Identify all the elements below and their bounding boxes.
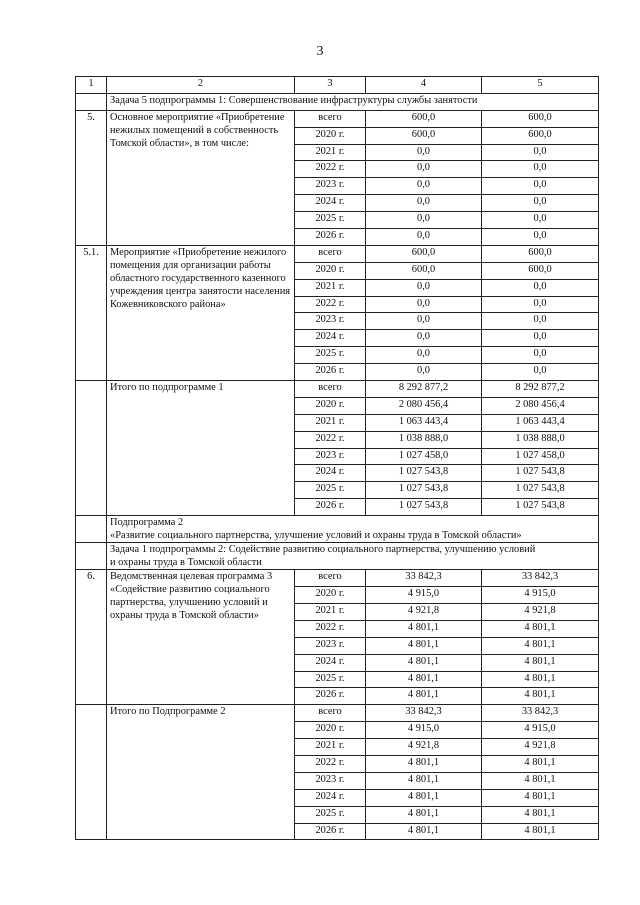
section-row	[76, 543, 599, 570]
value-cell: 4 921,8	[482, 603, 599, 620]
page-number: 3	[316, 44, 324, 59]
value-cell: 0,0	[482, 178, 599, 195]
value-cell: 4 801,1	[366, 688, 482, 705]
table-row	[76, 245, 599, 262]
period-cell: всего	[295, 705, 366, 722]
period-cell: 2026 г.	[295, 499, 366, 516]
period-cell: 2025 г.	[295, 347, 366, 364]
value-cell: 0,0	[482, 347, 599, 364]
value-cell: 0,0	[366, 161, 482, 178]
value-cell: 4 921,8	[366, 603, 482, 620]
value-cell: 4 801,1	[482, 772, 599, 789]
period-cell: 2025 г.	[295, 671, 366, 688]
value-cell: 1 027 543,8	[366, 465, 482, 482]
item-description: Ведомственная целевая программа 3 «Содействие развитию социального партнерства, улучшению условий и охраны труда в Томской области»	[107, 570, 295, 705]
period-cell: 2026 г.	[295, 688, 366, 705]
value-cell: 33 842,3	[366, 570, 482, 587]
value-cell: 4 801,1	[482, 620, 599, 637]
value-cell: 0,0	[482, 330, 599, 347]
value-cell: 0,0	[482, 195, 599, 212]
value-cell: 1 027 543,8	[366, 482, 482, 499]
item-number	[76, 705, 107, 840]
section-title	[107, 543, 599, 570]
item-number: 5.1.	[76, 245, 107, 380]
value-cell: 4 801,1	[482, 823, 599, 840]
value-cell: 1 027 458,0	[366, 448, 482, 465]
period-cell: 2021 г.	[295, 144, 366, 161]
section-title-line: Задача 1 подпрограммы 2: Содействие развитию социального партнерства, улучшению условий	[110, 544, 536, 556]
value-cell: 4 801,1	[366, 823, 482, 840]
period-cell: 2024 г.	[295, 465, 366, 482]
period-cell: 2024 г.	[295, 654, 366, 671]
period-cell: 2020 г.	[295, 722, 366, 739]
value-cell: 0,0	[366, 364, 482, 381]
table-body	[76, 77, 599, 840]
period-cell: 2023 г.	[295, 772, 366, 789]
value-cell: 1 038 888,0	[366, 431, 482, 448]
period-cell: 2023 г.	[295, 448, 366, 465]
value-cell: 4 915,0	[482, 722, 599, 739]
section-row	[76, 516, 599, 543]
value-cell: 1 027 543,8	[482, 465, 599, 482]
header-row	[76, 77, 599, 94]
header-cell: 4	[366, 77, 482, 94]
value-cell: 0,0	[482, 364, 599, 381]
value-cell: 600,0	[366, 245, 482, 262]
value-cell: 4 801,1	[482, 671, 599, 688]
period-cell: 2023 г.	[295, 313, 366, 330]
section-row	[76, 93, 599, 110]
period-cell: 2021 г.	[295, 279, 366, 296]
value-cell: 0,0	[366, 279, 482, 296]
period-cell: 2025 г.	[295, 806, 366, 823]
value-cell: 4 801,1	[482, 789, 599, 806]
value-cell: 600,0	[366, 127, 482, 144]
value-cell: 0,0	[482, 144, 599, 161]
value-cell: 4 915,0	[366, 587, 482, 604]
period-cell: 2022 г.	[295, 296, 366, 313]
period-cell: 2025 г.	[295, 212, 366, 229]
value-cell: 4 801,1	[366, 806, 482, 823]
value-cell: 4 801,1	[366, 772, 482, 789]
period-cell: всего	[295, 110, 366, 127]
value-cell: 4 801,1	[482, 637, 599, 654]
value-cell: 4 915,0	[482, 587, 599, 604]
value-cell: 1 038 888,0	[482, 431, 599, 448]
value-cell: 2 080 456,4	[482, 397, 599, 414]
value-cell: 2 080 456,4	[366, 397, 482, 414]
period-cell: 2022 г.	[295, 620, 366, 637]
section-title: Задача 5 подпрограммы 1: Совершенствование инфраструктуры службы занятости	[107, 93, 599, 110]
value-cell: 8 292 877,2	[482, 381, 599, 398]
value-cell: 1 063 443,4	[482, 414, 599, 431]
budget-table	[75, 76, 599, 840]
value-cell: 1 027 543,8	[366, 499, 482, 516]
value-cell: 4 915,0	[366, 722, 482, 739]
value-cell: 1 063 443,4	[366, 414, 482, 431]
value-cell: 4 801,1	[366, 671, 482, 688]
value-cell: 600,0	[482, 245, 599, 262]
value-cell: 0,0	[366, 229, 482, 246]
value-cell: 600,0	[366, 262, 482, 279]
value-cell: 1 027 458,0	[482, 448, 599, 465]
period-cell: 2026 г.	[295, 229, 366, 246]
value-cell: 4 801,1	[482, 806, 599, 823]
value-cell: 4 801,1	[366, 620, 482, 637]
section-empty-cell	[76, 516, 107, 543]
section-title-line: и охраны труда в Томской области	[110, 557, 262, 569]
period-cell: 2024 г.	[295, 789, 366, 806]
period-cell: 2020 г.	[295, 127, 366, 144]
value-cell: 1 027 543,8	[482, 482, 599, 499]
period-cell: 2022 г.	[295, 755, 366, 772]
period-cell: всего	[295, 570, 366, 587]
value-cell: 4 921,8	[482, 739, 599, 756]
value-cell: 4 801,1	[366, 789, 482, 806]
item-description: Основное мероприятие «Приобретение нежилых помещений в собственность Томской области», в том числе:	[107, 110, 295, 245]
section-title-line: «Развитие социального партнерства, улучшение условий и охраны труда в Томской области»	[110, 530, 522, 542]
item-number: 6.	[76, 570, 107, 705]
table-row	[76, 381, 599, 398]
header-cell: 5	[482, 77, 599, 94]
header-cell: 3	[295, 77, 366, 94]
value-cell: 8 292 877,2	[366, 381, 482, 398]
value-cell: 0,0	[366, 195, 482, 212]
item-description: Итого по подпрограмме 1	[107, 381, 295, 516]
period-cell: всего	[295, 381, 366, 398]
value-cell: 4 801,1	[366, 755, 482, 772]
period-cell: 2021 г.	[295, 603, 366, 620]
table-row	[76, 705, 599, 722]
value-cell: 600,0	[482, 110, 599, 127]
value-cell: 4 801,1	[482, 654, 599, 671]
period-cell: всего	[295, 245, 366, 262]
value-cell: 0,0	[366, 178, 482, 195]
header-cell: 2	[107, 77, 295, 94]
period-cell: 2022 г.	[295, 431, 366, 448]
period-cell: 2023 г.	[295, 178, 366, 195]
section-title	[107, 516, 599, 543]
value-cell: 0,0	[366, 347, 482, 364]
item-number	[76, 381, 107, 516]
header-cell: 1	[76, 77, 107, 94]
period-cell: 2022 г.	[295, 161, 366, 178]
value-cell: 0,0	[482, 161, 599, 178]
table-row	[76, 110, 599, 127]
item-description: Итого по Подпрограмме 2	[107, 705, 295, 840]
period-cell: 2021 г.	[295, 739, 366, 756]
section-title-line: Подпрограмма 2	[110, 517, 184, 529]
value-cell: 0,0	[482, 313, 599, 330]
value-cell: 0,0	[482, 296, 599, 313]
value-cell: 600,0	[482, 127, 599, 144]
value-cell: 4 801,1	[482, 688, 599, 705]
value-cell: 4 801,1	[366, 637, 482, 654]
value-cell: 0,0	[366, 313, 482, 330]
period-cell: 2024 г.	[295, 330, 366, 347]
value-cell: 33 842,3	[366, 705, 482, 722]
value-cell: 0,0	[482, 279, 599, 296]
value-cell: 0,0	[366, 212, 482, 229]
period-cell: 2026 г.	[295, 823, 366, 840]
table-row	[76, 570, 599, 587]
section-empty-cell	[76, 93, 107, 110]
period-cell: 2024 г.	[295, 195, 366, 212]
period-cell: 2026 г.	[295, 364, 366, 381]
period-cell: 2020 г.	[295, 587, 366, 604]
period-cell: 2021 г.	[295, 414, 366, 431]
value-cell: 33 842,3	[482, 570, 599, 587]
value-cell: 0,0	[366, 330, 482, 347]
value-cell: 600,0	[366, 110, 482, 127]
value-cell: 0,0	[366, 144, 482, 161]
value-cell: 4 921,8	[366, 739, 482, 756]
period-cell: 2025 г.	[295, 482, 366, 499]
value-cell: 0,0	[482, 212, 599, 229]
value-cell: 4 801,1	[366, 654, 482, 671]
item-number: 5.	[76, 110, 107, 245]
period-cell: 2023 г.	[295, 637, 366, 654]
value-cell: 4 801,1	[482, 755, 599, 772]
value-cell: 1 027 543,8	[482, 499, 599, 516]
value-cell: 0,0	[366, 296, 482, 313]
value-cell: 0,0	[482, 229, 599, 246]
period-cell: 2020 г.	[295, 397, 366, 414]
item-description: Мероприятие «Приобретение нежилого помещения для организации работы областного государственного казенного учреждения центра занятости населения Кожевниковского района»	[107, 245, 295, 380]
section-empty-cell	[76, 543, 107, 570]
value-cell: 600,0	[482, 262, 599, 279]
value-cell: 33 842,3	[482, 705, 599, 722]
period-cell: 2020 г.	[295, 262, 366, 279]
